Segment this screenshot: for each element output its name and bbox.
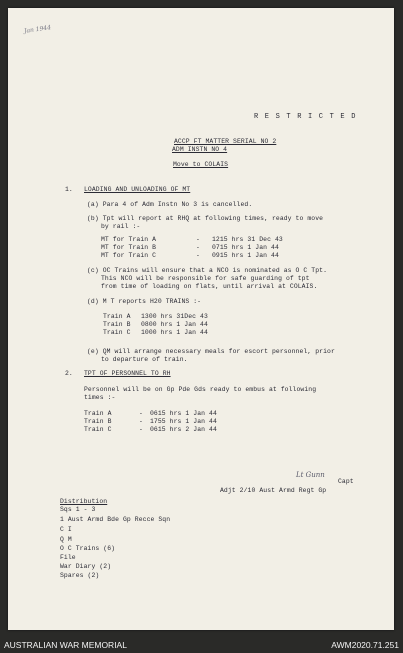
footer-accession-number: AWM2020.71.251: [331, 640, 399, 650]
train-row-label: Train B: [103, 321, 131, 328]
train-row-label: Train A: [103, 313, 131, 320]
personnel-row-dash: -: [139, 426, 143, 433]
document-page: [8, 8, 394, 630]
distribution-heading: Distribution: [60, 498, 108, 505]
mt-row-dash: -: [196, 244, 200, 251]
document-title: ACCP FT MATTER SERIAL NO 2: [174, 138, 277, 145]
distribution-item: Spares (2): [60, 572, 100, 579]
section1-heading: LOADING AND UNLOADING OF MT: [84, 186, 191, 193]
signature-role: Adjt 2/10 Aust Armd Regt Gp: [220, 487, 327, 494]
section1-number: 1.: [65, 186, 73, 193]
signature-rank: Capt: [338, 478, 354, 485]
distribution-item: File: [60, 554, 76, 561]
archive-footer: [0, 636, 403, 653]
mt-row-label: MT for Train B: [101, 244, 157, 251]
distribution-item: 1 Aust Armd Bde Gp Recce Sqn: [60, 516, 171, 523]
section2-heading: TPT OF PERSONNEL TO RH: [84, 370, 171, 377]
section1-para-c-line3: from time of loading on flats, until arrival at COLAIS.: [101, 283, 318, 290]
section1-para-a: (a) Para 4 of Adm Instn No 3 is cancelled.: [87, 201, 253, 208]
section1-para-b-line1: (b) Tpt will report at RHQ at following times, ready to move: [87, 215, 324, 222]
train-row-time: 1000 hrs 1 Jan 44: [141, 329, 208, 336]
train-row-time: 1300 hrs 31Dec 43: [141, 313, 208, 320]
distribution-item: C I: [60, 526, 72, 533]
section2-line1: Personnel will be on Gp Pde Gds ready to embus at following: [84, 386, 317, 393]
personnel-row-dash: -: [139, 418, 143, 425]
mt-row-dash: -: [196, 252, 200, 259]
personnel-row-time: 0615 hrs 1 Jan 44: [150, 410, 217, 417]
mt-row-time: 1215 hrs 31 Dec 43: [212, 236, 283, 243]
document-subtitle: ADM INSTN NO 4: [172, 146, 228, 153]
section2-number: 2.: [65, 370, 73, 377]
section1-para-c-line1: (c) OC Trains will ensure that a NCO is nominated as O C Tpt.: [87, 267, 328, 274]
train-row-time: 0800 hrs 1 Jan 44: [141, 321, 208, 328]
document-heading: Move to COLAIS: [173, 161, 229, 168]
distribution-item: O C Trains (6): [60, 545, 116, 552]
classification: R E S T R I C T E D: [254, 113, 357, 121]
personnel-row-label: Train B: [84, 418, 112, 425]
mt-row-label: MT for Train C: [101, 252, 157, 259]
section2-line2: times :-: [84, 394, 116, 401]
section1-para-b-line2: by rail :-: [101, 223, 141, 230]
mt-row-time: 0715 hrs 1 Jan 44: [212, 244, 279, 251]
personnel-row-dash: -: [139, 410, 143, 417]
section1-para-e-line1: (e) QM will arrange necessary meals for escort personnel, prior: [87, 348, 335, 355]
personnel-row-label: Train C: [84, 426, 112, 433]
mt-row-label: MT for Train A: [101, 236, 157, 243]
personnel-row-time: 0615 hrs 2 Jan 44: [150, 426, 217, 433]
footer-institution: AUSTRALIAN WAR MEMORIAL: [4, 640, 127, 650]
section1-para-e-line2: to departure of train.: [101, 356, 188, 363]
train-row-label: Train C: [103, 329, 131, 336]
section1-para-d: (d) M T reports H20 TRAINS :-: [87, 298, 202, 305]
distribution-item: War Diary (2): [60, 563, 112, 570]
handwritten-corner-note: Jan 1944: [23, 24, 52, 35]
mt-row-dash: -: [196, 236, 200, 243]
section1-para-c-line2: This NCO will be responsible for safe guarding of tpt: [101, 275, 310, 282]
mt-row-time: 0915 hrs 1 Jan 44: [212, 252, 279, 259]
distribution-item: Sqs 1 - 3: [60, 506, 96, 513]
personnel-row-time: 1755 hrs 1 Jan 44: [150, 418, 217, 425]
personnel-row-label: Train A: [84, 410, 112, 417]
distribution-item: Q M: [60, 536, 72, 543]
handwritten-signature: Lt Gunn: [296, 471, 325, 479]
